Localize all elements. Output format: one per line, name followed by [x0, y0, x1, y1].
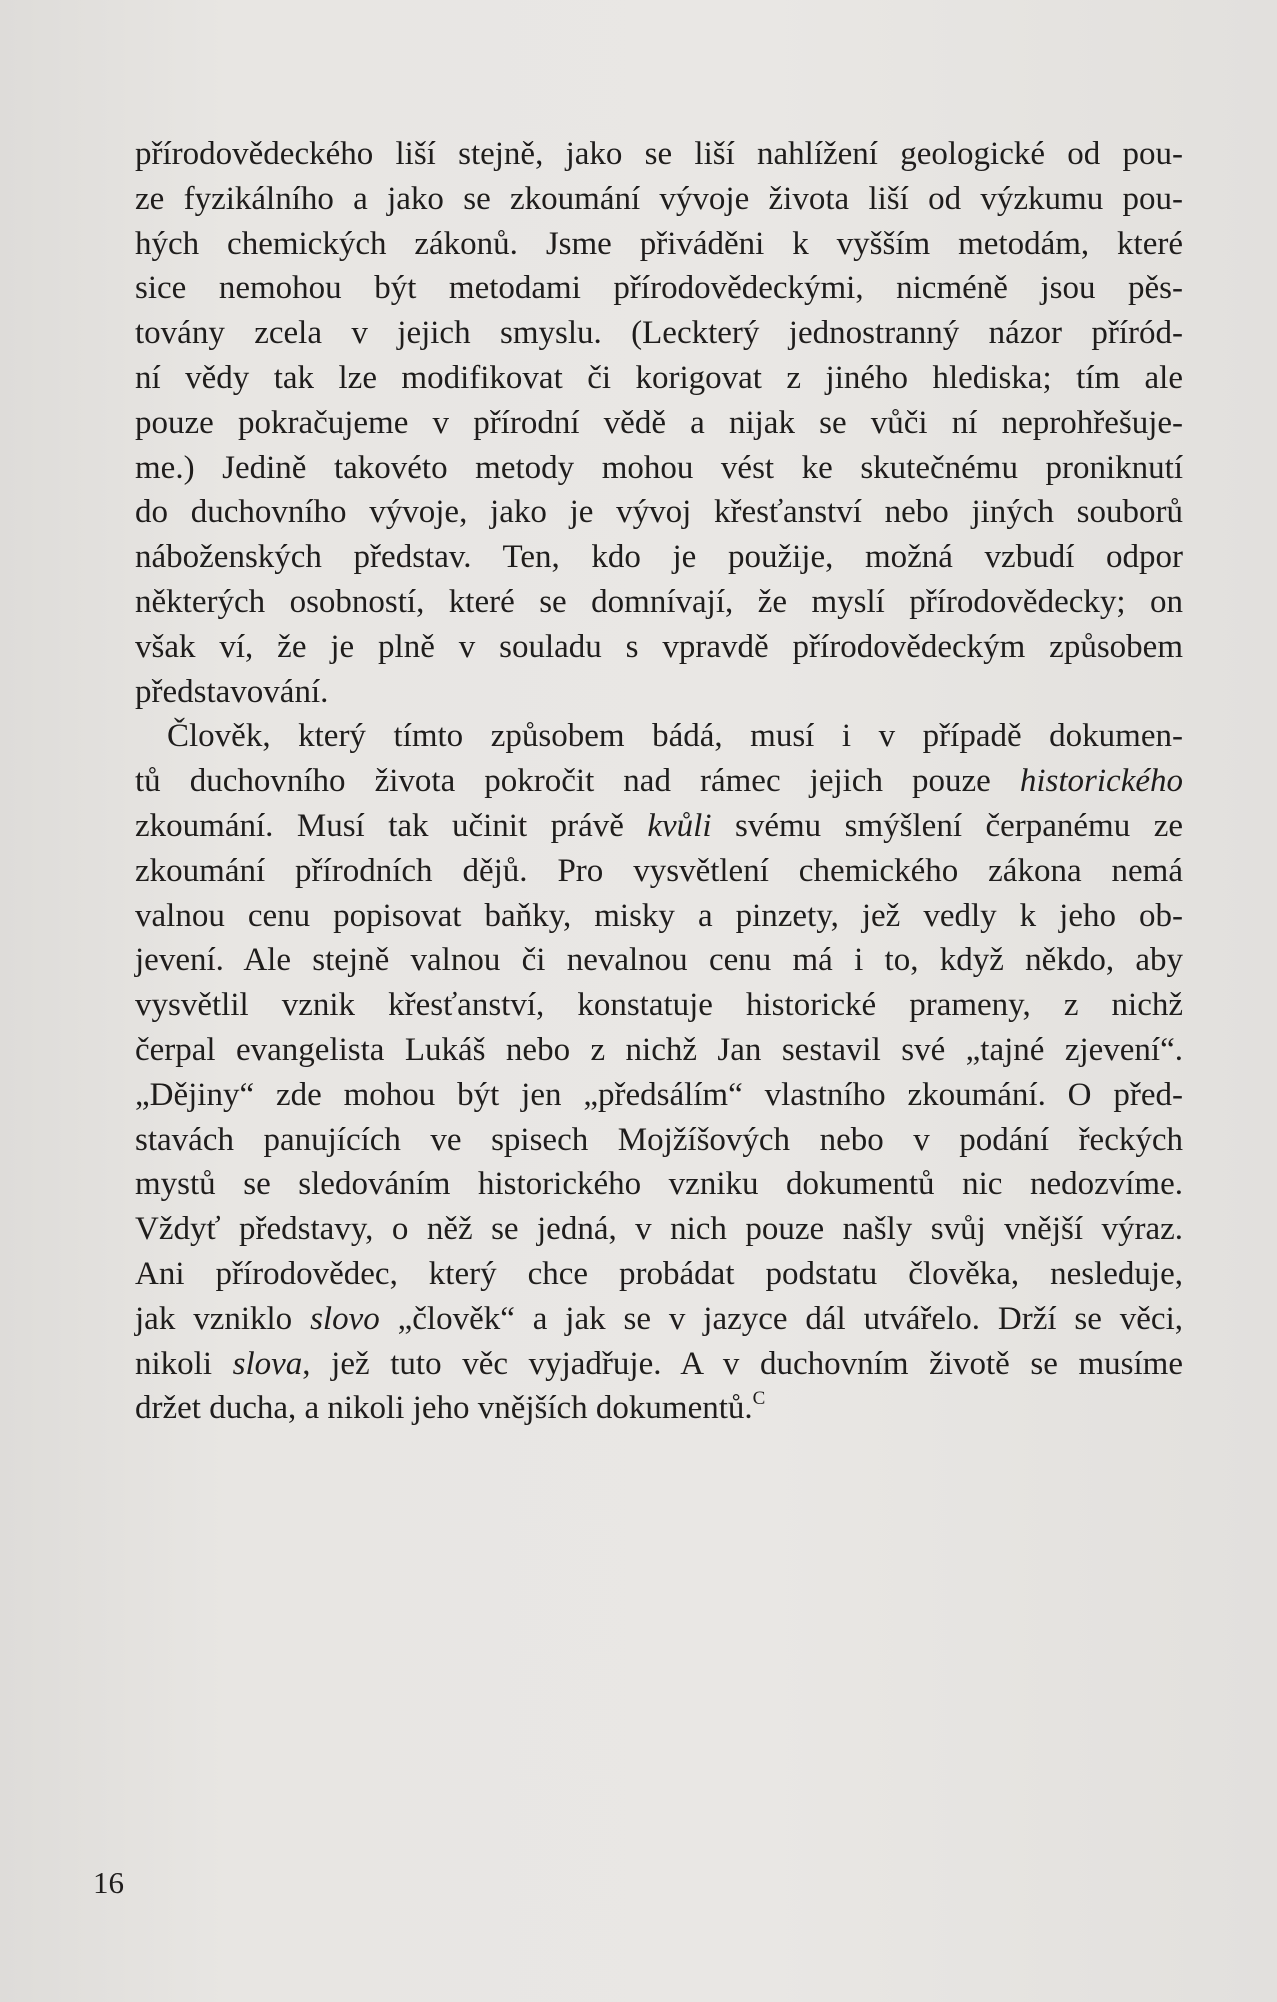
- text-line: ze fyzikálního a jako se zkoumání vývoje života liší od výzkumu pou-: [135, 180, 1183, 217]
- text-line: Ani přírodovědec, který chce probádat podstatu člověka, nesleduje,: [135, 1255, 1183, 1292]
- text-run: tů duchovního života pokročit nad rámec jejich pouze: [135, 763, 1020, 800]
- text-line: vysvětlil vznik křesťanství, konstatuje historické prameny, z nichž: [135, 987, 1183, 1024]
- text-line: Člověk, který tímto způsobem bádá, musí i v případě dokumen-: [167, 718, 1183, 755]
- text-line: „Dějiny“ zde mohou být jen „předsálím“ vlastního zkoumání. O před-: [135, 1076, 1183, 1113]
- text-run: zkoumání. Musí tak učinit právě: [135, 807, 648, 844]
- text-line: [135, 804, 1183, 849]
- text-line: čerpal evangelista Lukáš nebo z nichž Jan sestavil své „tajné zjevení“.: [135, 1031, 1183, 1068]
- emphasis-text: kvůli: [647, 807, 712, 844]
- text-line: náboženských představ. Ten, kdo je použije, možná vzbudí odpor: [135, 539, 1183, 576]
- text-line: pouze pokračujeme v přírodní vědě a nijak se vůči ní neprohřešuje-: [135, 404, 1183, 441]
- text-run: „člověk“ a jak se v jazyce dál utvářelo. Drží se věci,: [379, 1300, 1183, 1337]
- paragraph-1: [135, 132, 1183, 714]
- emphasis-text: slovo: [310, 1300, 380, 1337]
- text-line: přírodovědeckého liší stejně, jako se liší nahlížení geologické od pou-: [135, 136, 1183, 172]
- text-run: svému smýšlení čerpanému ze: [711, 807, 1183, 844]
- body-text: [135, 132, 1183, 1431]
- text-line: zkoumání přírodních dějů. Pro vysvětlení chemického zákona nemá: [135, 852, 1183, 889]
- paragraph-2: [135, 714, 1183, 1431]
- text-line: [135, 759, 1183, 804]
- emphasis-text: slova: [232, 1345, 303, 1382]
- text-line: hých chemických zákonů. Jsme přiváděni k vyšším metodám, které: [135, 225, 1183, 262]
- emphasis-text: historického: [1019, 763, 1183, 800]
- text-run: , jež tuto věc vyjadřuje. A v duchovním životě se musíme: [302, 1345, 1183, 1382]
- text-line: mystů se sledováním historického vzniku dokumentů nic nedozvíme.: [135, 1166, 1183, 1203]
- text-line: Vždyť představy, o něž se jedná, v nich pouze našly svůj vnější výraz.: [135, 1211, 1183, 1248]
- text-line: me.) Jedině takovéto metody mohou vést ke skutečnému proniknutí: [135, 449, 1183, 486]
- text-line: továny zcela v jejich smyslu. (Leckterý jednostranný názor příród-: [135, 315, 1183, 352]
- text-line: ní vědy tak lze modifikovat či korigovat z jiného hlediska; tím ale: [135, 359, 1183, 396]
- text-line: představování.: [135, 673, 329, 710]
- text-line: jevení. Ale stejně valnou či nevalnou cenu má i to, když někdo, aby: [135, 942, 1183, 979]
- text-line: [135, 1386, 1183, 1431]
- text-line: valnou cenu popisovat baňky, misky a pinzety, jež vedly k jeho ob-: [135, 897, 1183, 934]
- text-line: do duchovního vývoje, jako je vývoj křesťanství nebo jiných souborů: [135, 494, 1183, 531]
- text-run: jak vzniklo: [135, 1300, 311, 1337]
- footnote-marker: C: [752, 1388, 766, 1410]
- text-run: držet ducha, a nikoli jeho vnějších dokumentů.: [135, 1390, 753, 1427]
- text-line: [135, 1297, 1183, 1342]
- text-line: však ví, že je plně v souladu s vpravdě přírodovědeckým způsobem: [135, 628, 1183, 665]
- text-line: [135, 1342, 1183, 1387]
- page-number: 16: [93, 1865, 124, 1900]
- text-run: nikoli: [135, 1345, 233, 1382]
- text-line: sice nemohou být metodami přírodovědeckými, nicméně jsou pěs-: [135, 270, 1183, 307]
- text-line: stavách panujících ve spisech Mojžíšových nebo v podání řeckých: [135, 1121, 1183, 1158]
- text-line: některých osobností, které se domnívají, že myslí přírodovědecky; on: [135, 583, 1183, 620]
